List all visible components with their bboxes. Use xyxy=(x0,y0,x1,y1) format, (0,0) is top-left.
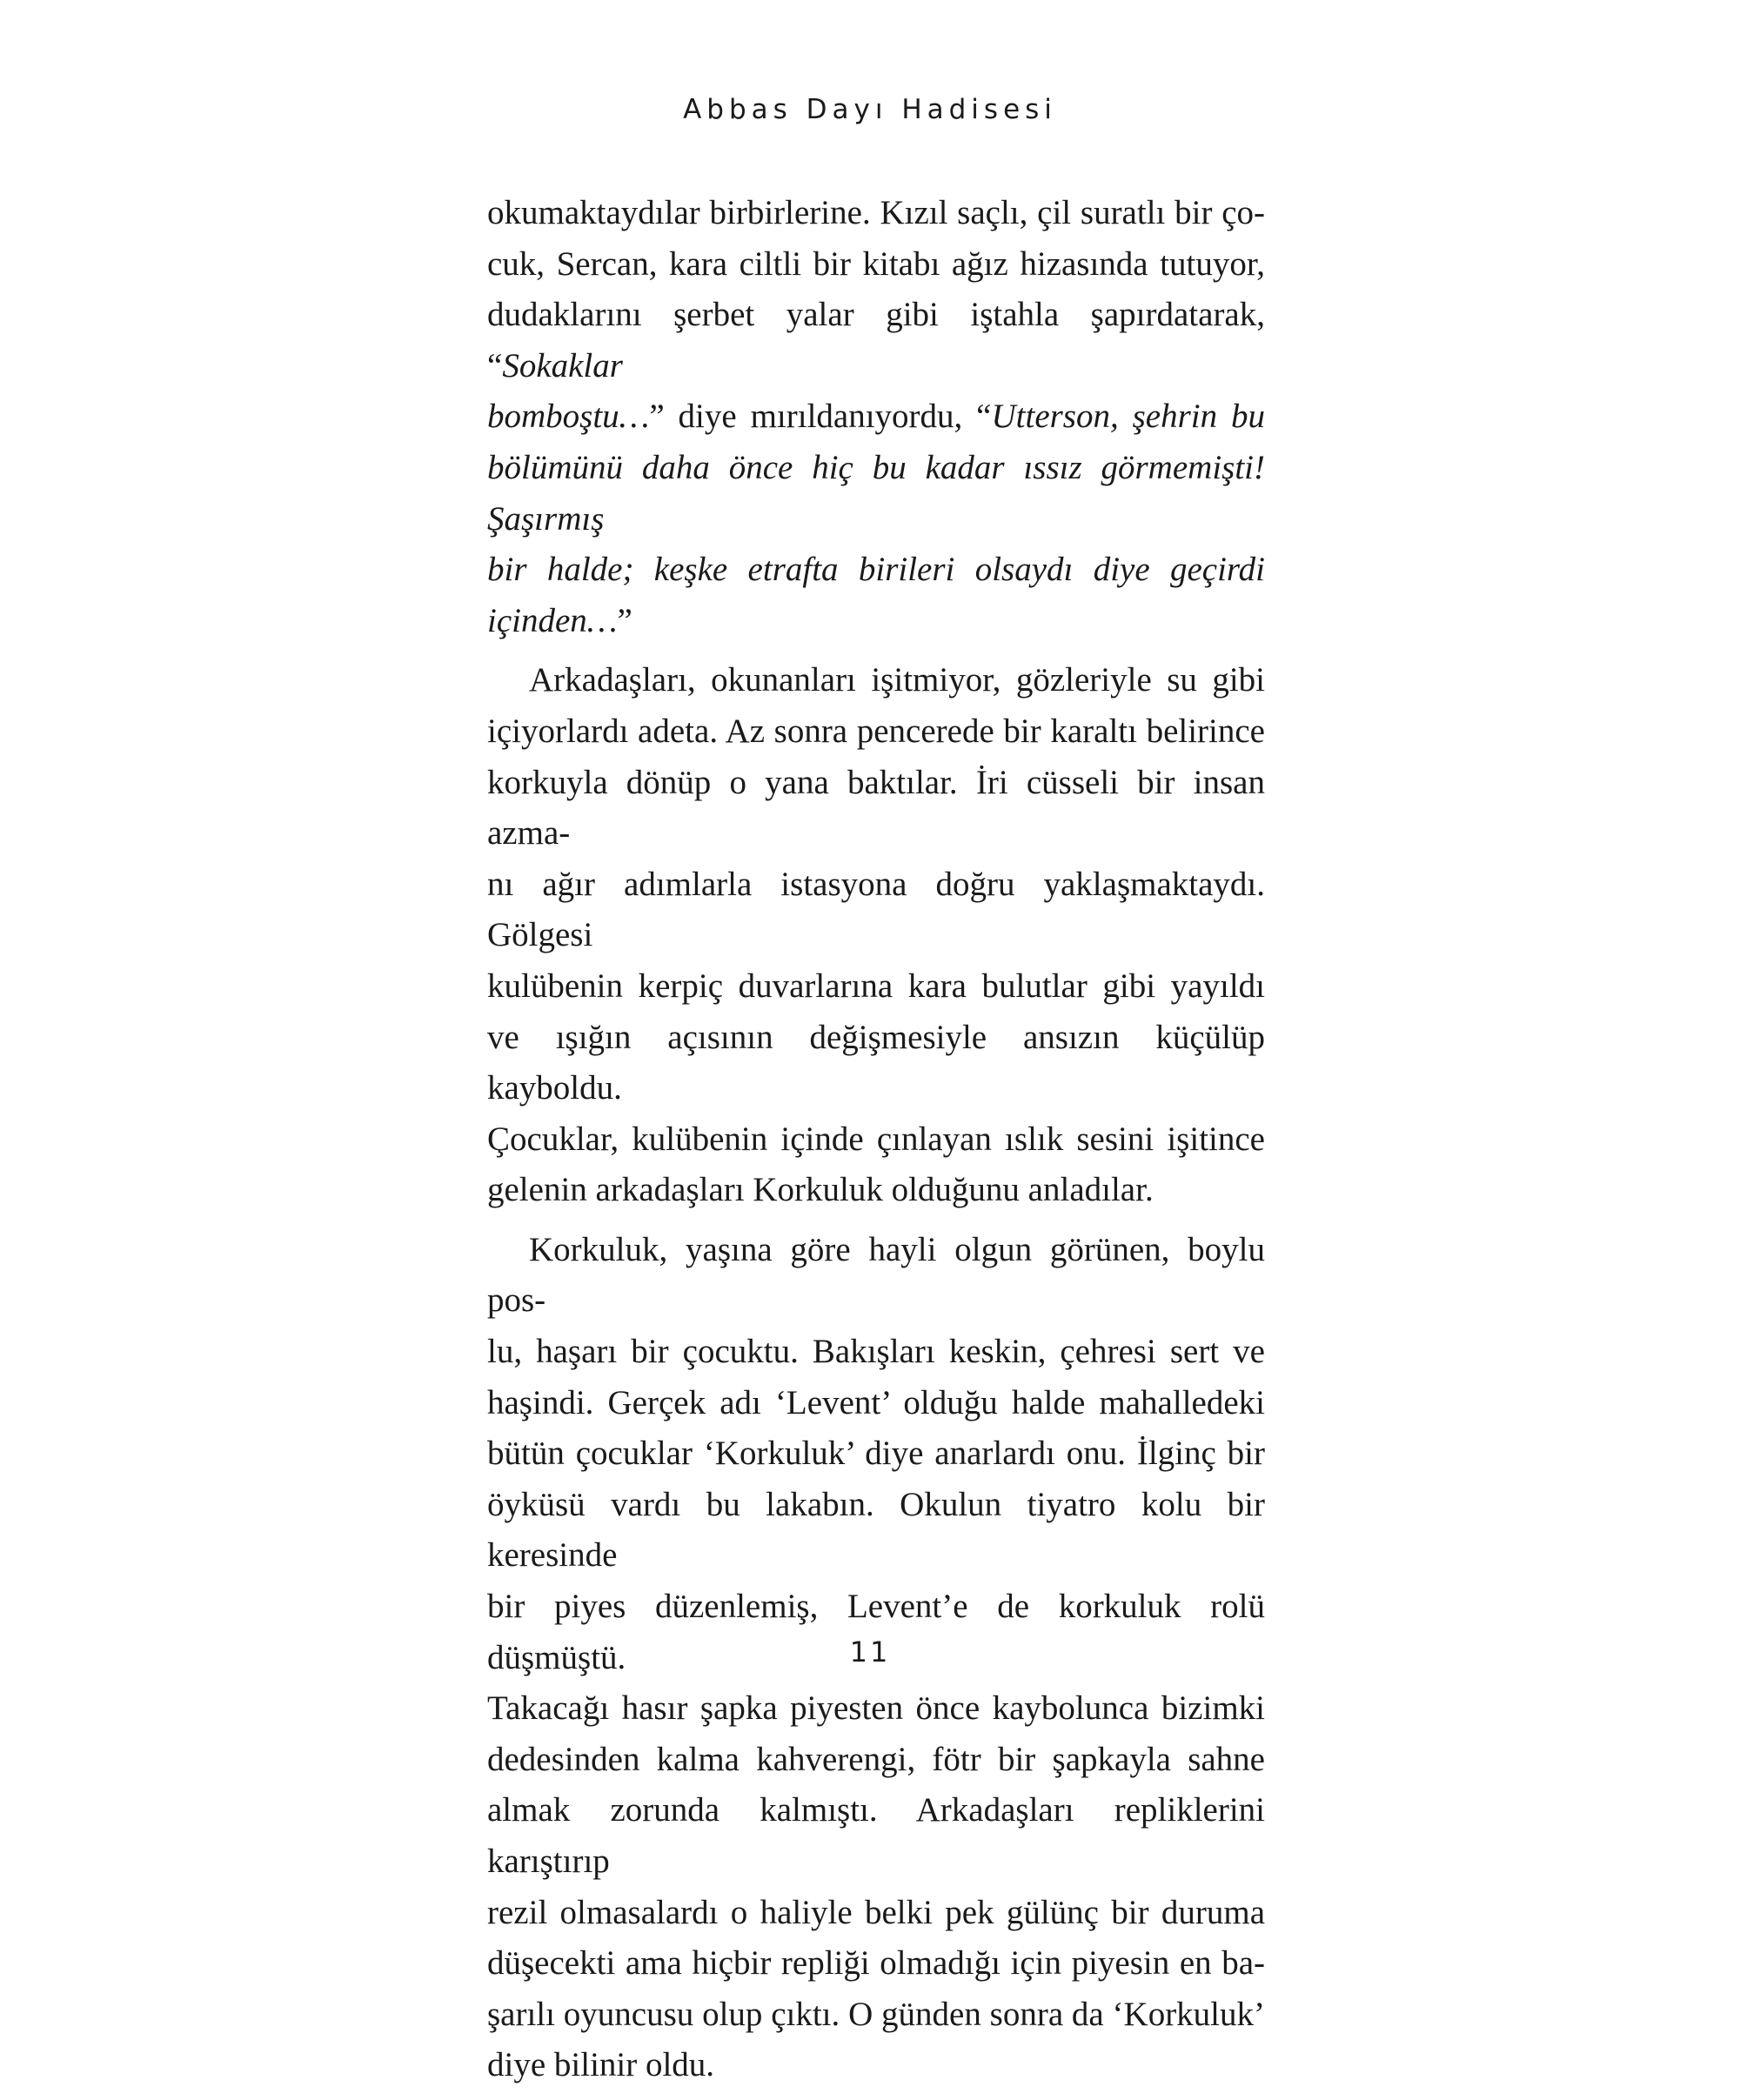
text-line: lu, haşarı bir çocuktu. Bakışları keskin, çehresi sert ve xyxy=(487,1333,1265,1371)
text-line: almak zorunda kalmıştı. Arkadaşları repliklerini karıştırıp xyxy=(487,1791,1265,1880)
paragraph xyxy=(487,188,1265,646)
text-line: dudaklarını şerbet yalar gibi iştahla şapırdatarak, “Sokaklar xyxy=(487,296,1265,385)
text-line: Korkuluk, yaşına göre hayli olgun görünen, boylu pos- xyxy=(487,1230,1265,1320)
text-line: öyküsü vardı bu lakabın. Okulun tiyatro kolu bir keresinde xyxy=(487,1485,1265,1575)
text-line: diye bilinir oldu. xyxy=(487,2046,715,2084)
text-line: düşecekti ama hiçbir repliği olmadığı için piyesin en ba- xyxy=(487,1944,1265,1983)
paragraph xyxy=(487,655,1265,1216)
text-line: kulübenin kerpiç duvarlarına kara bulutlar gibi yayıldı xyxy=(487,966,1265,1005)
text-line: bir halde; keşke etrafta birileri olsaydı diye geçirdi içinden…” xyxy=(487,551,1265,639)
text-line: bomboştu…” diye mırıldanıyordu, “Utterson, şehrin bu xyxy=(487,398,1265,436)
text-line: şarılı oyuncusu olup çıktı. O günden sonra da ‘Korkuluk’ xyxy=(487,1995,1265,2033)
text-line: içiyorlardı adeta. Az sonra pencerede bir karaltı belirince xyxy=(487,712,1265,750)
page-number: 11 xyxy=(849,1635,891,1669)
text-line: Takacağı hasır şapka piyesten önce kaybolunca bizimki xyxy=(487,1689,1265,1728)
text-line: ve ışığın açısının değişmesiyle ansızın küçülüp kayboldu. xyxy=(487,1018,1265,1107)
text-line: okumaktaydılar birbirlerine. Kızıl saçlı, çil suratlı bir ço- xyxy=(487,194,1265,231)
text-line: bölümünü daha önce hiç bu kadar ıssız görmemişti! Şaşırmış xyxy=(487,448,1265,538)
body-text xyxy=(487,188,1265,2100)
text-line: Arkadaşları, okunanları işitmiyor, gözleriyle su gibi xyxy=(529,661,1265,699)
text-line: cuk, Sercan, kara ciltli bir kitabı ağız hizasında tutuyor, xyxy=(487,244,1265,283)
text-line: nı ağır adımlarla istasyona doğru yaklaşmaktaydı. Gölgesi xyxy=(487,865,1265,954)
text-line: haşindi. Gerçek adı ‘Levent’ olduğu halde mahalledeki xyxy=(487,1383,1265,1421)
text-line: korkuyla dönüp o yana baktılar. İri cüsseli bir insan azma- xyxy=(487,763,1265,853)
text-line: rezil olmasalardı o haliyle belki pek gülünç bir duruma xyxy=(487,1893,1265,1931)
text-line: dedesinden kalma kahverengi, fötr bir şapkayla sahne xyxy=(487,1740,1265,1778)
running-header-title: Abbas Dayı Hadisesi xyxy=(683,94,1057,125)
text-line: gelenin arkadaşları Korkuluk olduğunu anladılar. xyxy=(487,1171,1154,1209)
text-line: bütün çocuklar ‘Korkuluk’ diye anarlardı onu. İlginç bir xyxy=(487,1435,1265,1473)
text-line: Çocuklar, kulübenin içinde çınlayan ıslık sesini işitince xyxy=(487,1120,1265,1158)
text-line: bir piyes düzenlemiş, Levent’e de korkuluk rolü düşmüştü. xyxy=(487,1588,1265,1676)
